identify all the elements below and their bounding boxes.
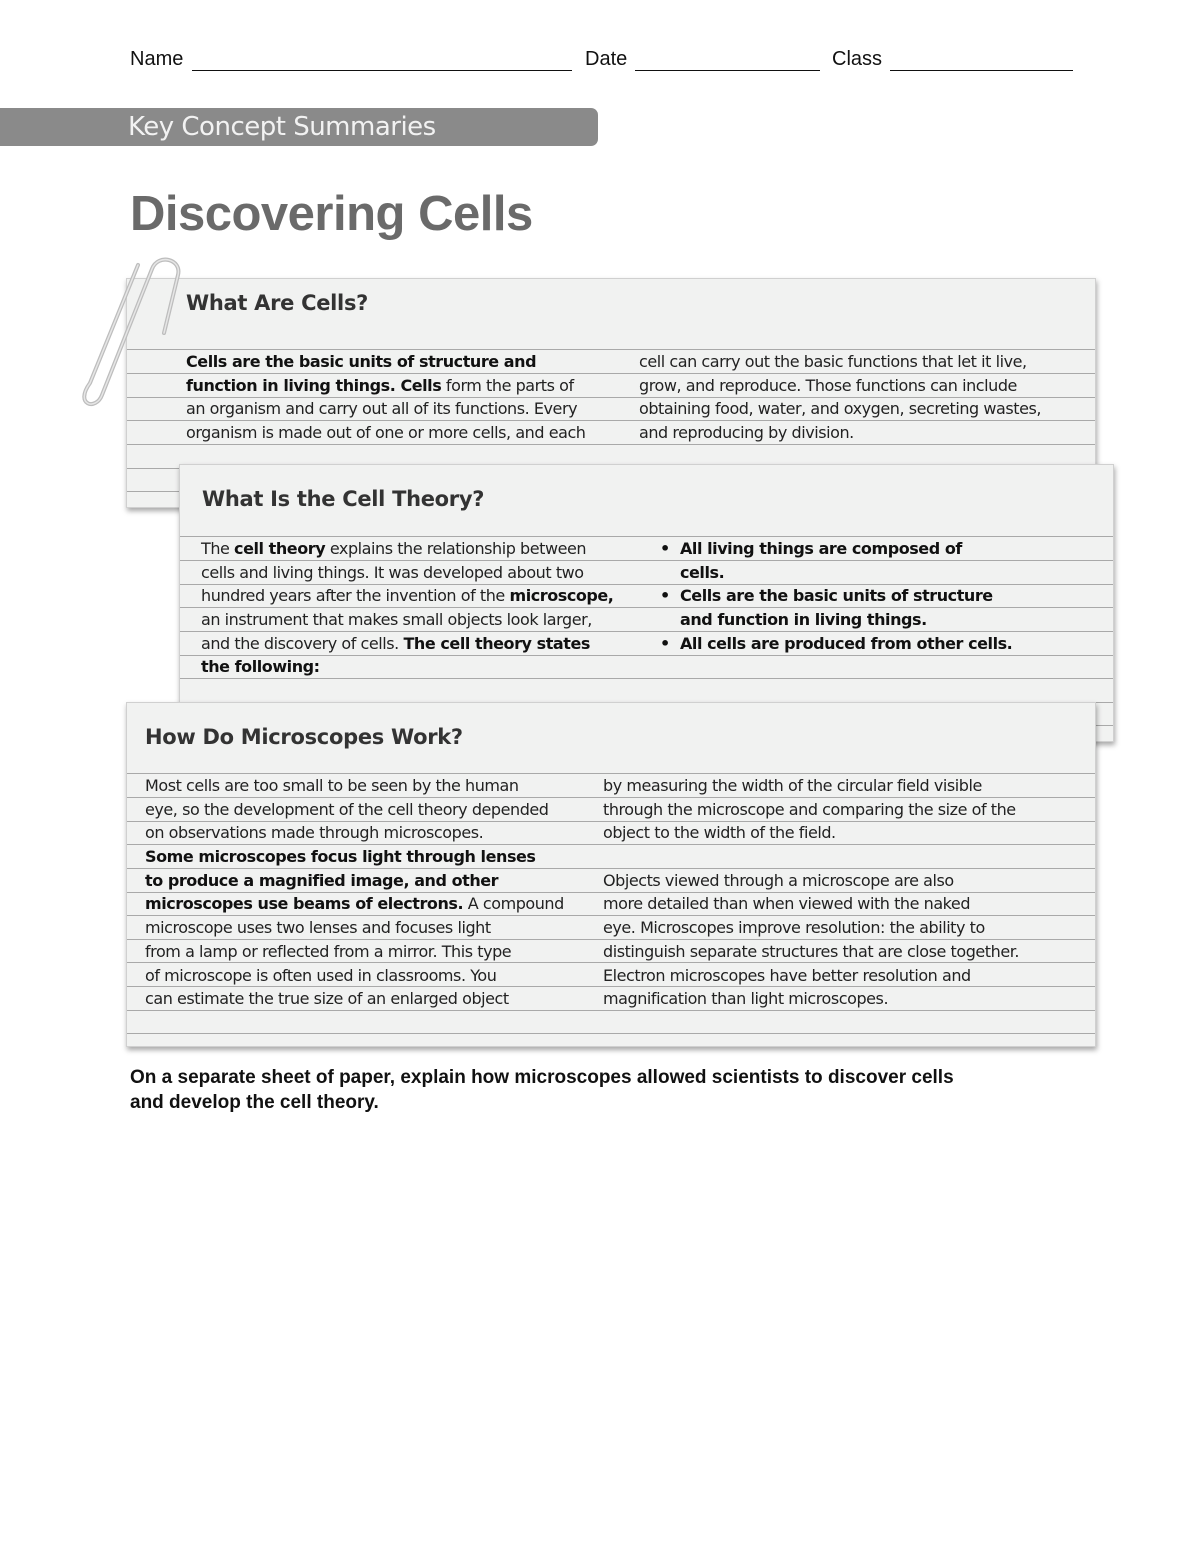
class-blank[interactable] [890,70,1073,71]
prompt-line: and develop the cell theory. [130,1092,379,1113]
bullet-item: • All living things are composed of [660,537,1012,561]
date-blank[interactable] [635,70,820,71]
cell-theory-bullet-list: • All living things are composed of cells. • Cells are the basic units of structure and function in living things. • All cells are produced from other cells. [660,537,1012,655]
name-blank[interactable] [192,70,572,71]
card-left-column: Most cells are too small to be seen by the human eye, so the development of the cell theory depended on observations made through microscopes. Some microscopes focus light through lenses to produce a magnified image, and other microscopes use beams of electrons. A compound microscope uses two lenses and focuses light from a lamp or reflected from a mirror. This type of microscope is often used in classrooms. You can estimate the true size of an enlarged object [145,776,564,1009]
card-microscopes [126,702,1096,1047]
card-heading: What Is the Cell Theory? [202,487,485,511]
name-label: Name [130,48,184,70]
bullet-item: • All cells are produced from other cells. [660,632,1012,656]
card-left-column: Cells are the basic units of structure and function in living things. Cells form the parts of an organism and carry out all of its functions. Every organism is made out of one or more cells, and each [186,352,586,443]
card-heading: What Are Cells? [186,291,369,315]
section-banner [0,108,598,146]
paperclip-icon [80,255,190,415]
writing-prompt [130,1065,1090,1115]
card-right-column: by measuring the width of the circular field visible through the microscope and comparing the size of the object to the width of the field. Objects viewed through a microscope are also more detailed than when viewed with the naked eye. Microscopes improve resolution: the ability to distinguish separate structures that are close together. Electron microscopes have better resolution and magnification than light microscopes. [603,776,1020,1009]
class-label: Class [832,48,883,70]
card-right-column: cell can carry out the basic functions that let it live, grow, and reproduce. Those functions can include obtaining food, water, and oxygen, secreting wastes, and reproducing by division. [639,352,1041,443]
page-title: Discovering Cells [130,187,533,241]
card-heading: How Do Microscopes Work? [145,725,463,749]
student-info-header [130,48,1075,76]
card-cell-theory [179,464,1114,742]
bullet-item: • Cells are the basic units of structure [660,584,1012,608]
date-label: Date [585,48,628,70]
card-left-column: The cell theory explains the relationship between cells and living things. It was developed about two hundred years after the invention of the microscope, an instrument that makes small objects look larger, and the discovery of cells. The cell theory states the following: [201,539,614,677]
prompt-line: On a separate sheet of paper, explain how microscopes allowed scientists to discover cells [130,1067,954,1088]
banner-text: Key Concept Summaries [128,112,436,142]
